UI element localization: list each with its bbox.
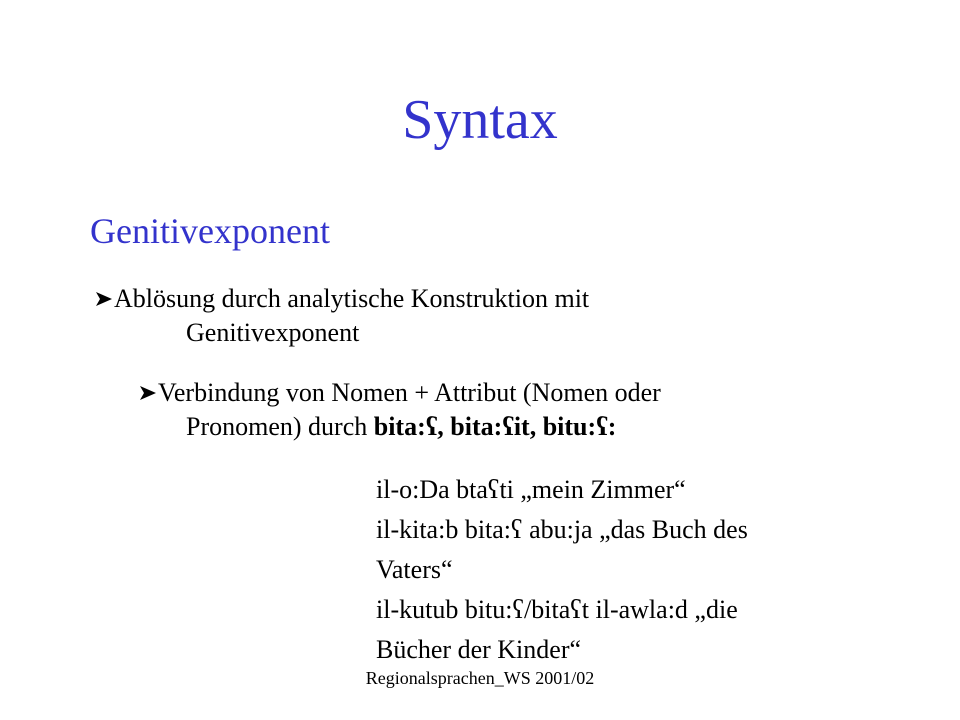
example-line: Vaters“ [376, 555, 453, 584]
example-list [376, 470, 856, 670]
bullet-2-line-2 [138, 410, 858, 444]
bullet-2-bold-forms: bita:ʕ, bita:ʕit, bitu:ʕ: [373, 412, 617, 441]
example-line: il-kutub bitu:ʕ/bitaʕt il-awla:d „die [376, 595, 738, 624]
bullet-item-2 [138, 376, 858, 444]
example-line: Bücher der Kinder“ [376, 635, 582, 664]
slide-title: Syntax [402, 89, 558, 151]
arrow-bullet-icon [138, 383, 158, 403]
bullet-1-line-1: Ablösung durch analytische Konstruktion mit [114, 284, 590, 313]
bullet-1-line-2: Genitivexponent [186, 318, 360, 347]
section-heading: Genitivexponent [90, 211, 330, 251]
slide-footer: Regionalsprachen_WS 2001/02 [365, 668, 595, 688]
bullet-2-line-1: Verbindung von Nomen + Attribut (Nomen oder [158, 378, 661, 407]
bullet-item-1 [94, 282, 854, 350]
arrow-bullet-icon [94, 289, 114, 309]
example-line: il-o:Da btaʕti „mein Zimmer“ [376, 475, 686, 504]
example-line: il-kita:b bita:ʕ abu:ja „das Buch des [376, 515, 748, 544]
bullet-2-prefix: Pronomen) durch [186, 412, 374, 441]
